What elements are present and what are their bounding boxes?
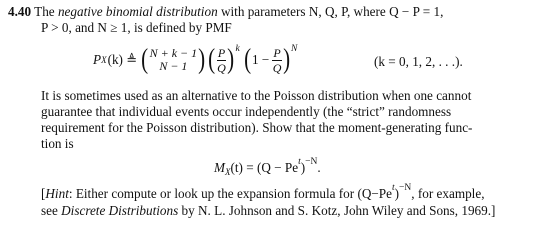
mgf-sup-n: −N	[305, 157, 318, 167]
mgf-formula	[214, 157, 321, 180]
fraction-p-over-q-1	[217, 47, 226, 74]
intro-pre: The	[34, 4, 55, 19]
frac1-den: Q	[217, 60, 226, 75]
pmf-range-text: (k = 0, 1, 2, . . .).	[374, 54, 463, 69]
frac2-open-paren: (	[243, 44, 251, 75]
fraction-p-over-q-2	[272, 47, 281, 74]
binom-top: N + k − 1	[149, 46, 198, 60]
mgf-rest: (t) = (Q − Pe	[230, 160, 299, 175]
pmf-lhs: P	[93, 52, 102, 67]
hint-text-2: , for example,	[411, 186, 485, 201]
binom-open-paren: (	[141, 44, 149, 75]
mgf-close: )	[300, 160, 306, 175]
mgf-end: .	[317, 160, 321, 175]
paragraph-line-3: requirement for the Poisson distribution). Show that the moment-generating func-	[41, 120, 473, 135]
conditions-text: P > 0, and N ≥ 1, is defined by PMF	[41, 20, 232, 35]
paragraph-line-1: It is sometimes used as an alternative to the Poisson distribution when one cannot	[41, 88, 472, 103]
mgf-sup-t: t	[298, 157, 301, 167]
frac1-num: P	[217, 45, 226, 60]
hint-see: see	[41, 203, 58, 218]
hint-text-1: : Either compute or look up the expansion formula for (Q−Pe	[68, 186, 392, 201]
paragraph-line-4: tion is	[41, 136, 74, 151]
hint-line-2	[41, 203, 495, 219]
pmf-range	[374, 54, 463, 70]
frac2-den: Q	[272, 60, 282, 75]
hint-sup-n: −N	[399, 183, 412, 193]
hint-label: Hint	[45, 186, 69, 201]
hint-sup-t: t	[392, 183, 395, 193]
problem-header-line	[8, 4, 443, 20]
paragraph-line-2: guarantee that individual events occur independently (the “strict” randomness	[41, 104, 452, 119]
distribution-name: negative binomial distribution	[57, 4, 218, 19]
binom-bottom: N − 1	[159, 59, 188, 73]
exponent-k: k	[235, 44, 240, 54]
one-minus: 1 −	[252, 52, 270, 67]
binomial-coefficient	[150, 47, 198, 73]
hint-open-bracket: [	[41, 186, 46, 201]
frac1-close-paren: )	[227, 44, 235, 75]
frac1-open-paren: (	[208, 44, 216, 75]
mgf-sub: X	[225, 167, 231, 177]
pmf-formula	[93, 42, 297, 78]
pmf-lhs-arg: (k) ≜	[107, 52, 138, 67]
mgf-m: M	[214, 160, 225, 175]
frac2-num: P	[273, 45, 281, 60]
hint-citation: by N. L. Johnson and S. Kotz, John Wiley and Sons, 1969.]	[181, 203, 496, 218]
book-title: Discrete Distributions	[61, 203, 179, 218]
frac2-close-paren: )	[282, 44, 290, 75]
intro-post: with parameters N, Q, P, where Q − P = 1,	[220, 4, 444, 19]
conditions-line	[41, 20, 232, 36]
pmf-lhs-sub: X	[101, 55, 107, 65]
exponent-n: N	[291, 44, 298, 54]
problem-number: 4.40	[8, 4, 32, 19]
hint-close-paren: )	[394, 186, 400, 201]
binom-close-paren: )	[198, 44, 206, 75]
hint-line-1	[41, 183, 485, 202]
